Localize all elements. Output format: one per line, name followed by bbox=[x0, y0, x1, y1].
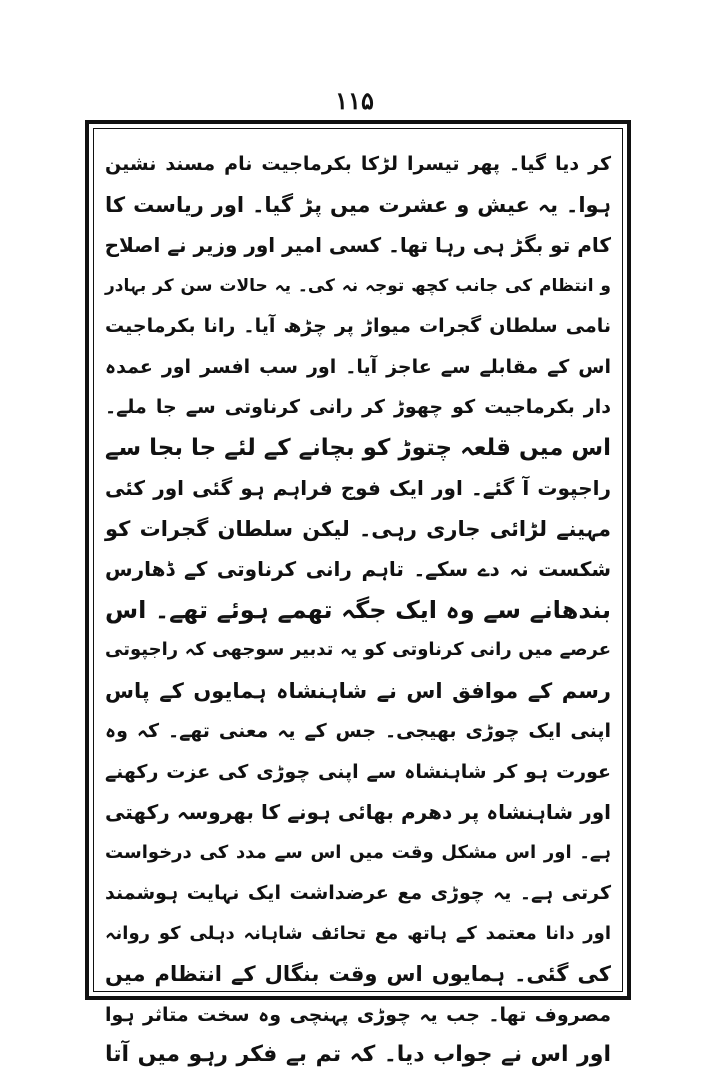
page-number: ۱۱۵ bbox=[335, 86, 374, 115]
text-line: اور دانا معتمد کے ہاتھ مع تحائف شاہانہ دہلی کو روانہ bbox=[105, 922, 611, 944]
text-line: کی گئی۔ ہمایوں اس وقت بنگال کے انتظام میں bbox=[105, 962, 611, 986]
text-line: دار بکرماجیت کو چھوڑ کر رانی کرناوتی سے جا ملے۔ bbox=[105, 396, 611, 418]
text-line: عرصے میں رانی کرناوتی کو یہ تدبیر سوجھی کہ راجپوتی bbox=[105, 639, 611, 660]
text-line: اپنی ایک چوڑی بھیجی۔ جس کے یہ معنی تھے۔ کہ وہ bbox=[105, 720, 611, 742]
text-line: شکست نہ دے سکے۔ تاہم رانی کرناوتی کے ڈھارس bbox=[105, 557, 611, 581]
text-line: عورت ہو کر شاہنشاہ سے اپنی چوڑی کی عزت رکھنے bbox=[105, 760, 611, 783]
body-text bbox=[105, 144, 611, 1076]
text-line: اس کے مقابلے سے عاجز آیا۔ اور سب افسر اور عمدہ bbox=[105, 355, 611, 378]
text-line: اس میں قلعہ چتوڑ کو بچانے کے لئے جا بجا سے bbox=[105, 434, 611, 461]
text-line: کر دیا گیا۔ پھر تیسرا لڑکا بکرماجیت نام مسند نشین bbox=[105, 153, 611, 175]
text-line: مصروف تھا۔ جب یہ چوڑی پہنچی وہ سخت متاثر ہوا bbox=[105, 1003, 611, 1026]
text-line: ہے۔ اور اس مشکل وقت میں اس سے مدد کی درخواست bbox=[105, 841, 611, 863]
text-line: نامی سلطان گجرات میواڑ پر چڑھ آیا۔ رانا بکرماجیت bbox=[105, 315, 611, 337]
text-line: و انتظام کی جانب کچھ توجہ نہ کی۔ یہ حالات سن کر بہادر bbox=[105, 275, 611, 296]
text-line: رسم کے موافق اس نے شاہنشاہ ہمایوں کے پاس bbox=[105, 678, 611, 703]
text-line: بندھانے سے وہ ایک جگہ تھمے ہوئے تھے۔ اس bbox=[105, 595, 611, 624]
text-frame bbox=[85, 120, 631, 1067]
text-line: اور اس نے جواب دیا۔ کہ تم بے فکر رہو میں آتا bbox=[105, 1042, 611, 1067]
text-line: اور شاہنشاہ پر دھرم بھائی ہونے کا بھروسہ رکھتی bbox=[105, 800, 611, 824]
text-line: مہینے لڑائی جاری رہی۔ لیکن سلطان گجرات کو bbox=[105, 516, 611, 541]
text-line: کام تو بگڑ ہی رہا تھا۔ کسی امیر اور وزیر نے اصلاح bbox=[104, 233, 611, 257]
text-line: کرتی ہے۔ یہ چوڑی مع عرضداشت ایک نہایت ہوشمند bbox=[105, 882, 611, 904]
text-line: ہوا۔ یہ عیش و عشرت میں پڑ گیا۔ اور ریاست کا bbox=[105, 192, 611, 217]
text-line: راجپوت آ گئے۔ اور ایک فوج فراہم ہو گئی اور کئی bbox=[105, 476, 611, 500]
